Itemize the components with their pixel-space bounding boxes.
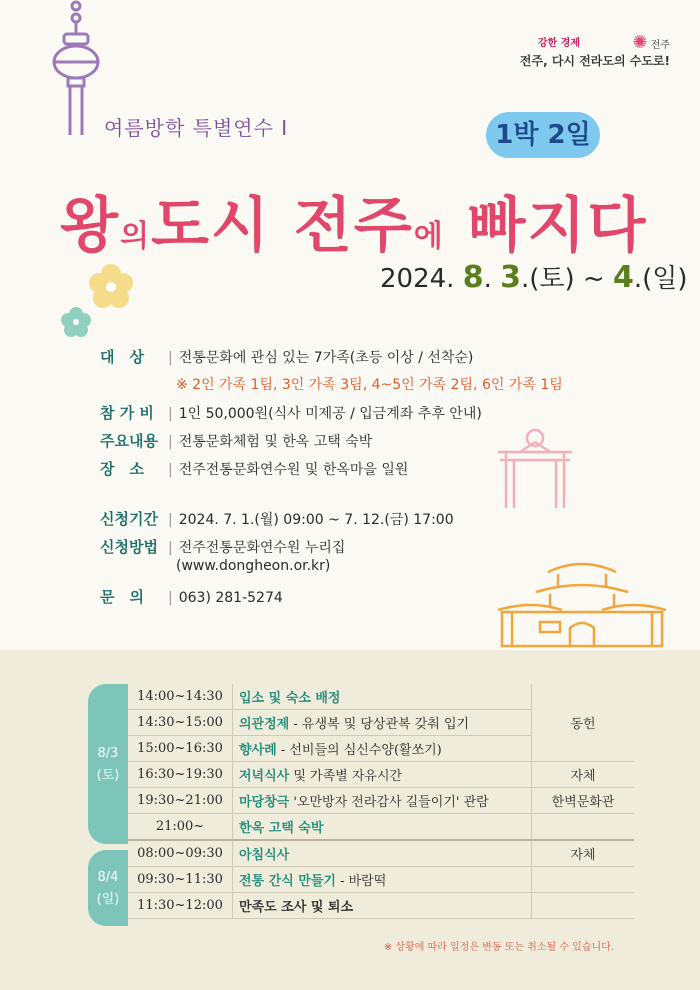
info-url: (www.dongheon.or.kr) — [176, 558, 331, 574]
table-row: 15:00~16:30 향사례 - 선비들의 심신수양(활쏘기) — [128, 736, 634, 762]
info-content: 주요내용 | 전통문화체험 및 한옥 고택 숙박 — [100, 432, 373, 450]
duration-badge: 1박 2일 — [486, 112, 600, 158]
event-date: 2024. 8. 3.(토) ~ 4.(일) — [380, 260, 688, 295]
table-row: 08:00~09:30 아침식사 자체 — [128, 840, 634, 867]
table-row: 09:30~11:30 전통 간식 만들기 - 바람떡 — [128, 867, 634, 893]
flower-icon: ✺ — [632, 32, 648, 53]
day2-label: 8/4 (일) — [88, 850, 128, 926]
event-title: 왕의도시 전주에 빠지다 — [60, 191, 648, 261]
day1-label: 8/3 (토) — [88, 684, 128, 844]
schedule-table — [88, 684, 636, 930]
flower-green-icon — [60, 306, 92, 338]
brand-tagline: 강한 경제 — [537, 38, 580, 49]
brand-slogan: 전주, 다시 전라도의 수도로! — [519, 54, 670, 68]
table-row: 16:30~19:30 저녁식사 및 가족별 자유시간 자체 — [128, 762, 634, 788]
event-subtitle: 여름방학 특별연수 I — [104, 116, 289, 140]
table-row: 11:30~12:00 만족도 조사 및 퇴소 — [128, 893, 634, 919]
info-place: 장 소 | 전주전통문화연수원 및 한옥마을 일원 — [100, 460, 409, 478]
table-row: 21:00~ 한옥 고택 숙박 — [128, 814, 634, 841]
table-row: 14:30~15:00 의관정제 - 유생복 및 당상관복 갖춰 입기 — [128, 710, 634, 736]
flower-yellow-icon — [86, 262, 136, 312]
info-fee: 참 가 비 | 1인 50,000원(식사 미제공 / 입금계좌 추후 안내) — [100, 404, 482, 422]
table-row: 14:00~14:30 입소 및 숙소 배정 동헌 — [128, 684, 634, 710]
jeonju-logo: ✺ 전주 — [632, 32, 670, 53]
info-target-note: ※ 2인 가족 1팀, 3인 가족 3팀, 4~5인 가족 2팀, 6인 가족 1팀 — [176, 377, 563, 393]
schedule-footnote: ※ 상황에 따라 일정은 변동 또는 취소될 수 있습니다. — [383, 942, 614, 953]
info-method: 신청방법 | 전주전통문화연수원 누리집 — [100, 538, 346, 556]
info-target: 대 상 | 전통문화에 관심 있는 7가족(초등 이상 / 선착순) — [100, 348, 474, 366]
tower-icon — [50, 0, 110, 140]
info-period: 신청기간 | 2024. 7. 1.(월) 09:00 ~ 7. 12.(금) 17:00 — [100, 510, 454, 528]
info-contact: 문 의 | 063) 281-5274 — [100, 588, 283, 606]
table-row: 19:30~21:00 마당창극 '오만방자 전라감사 길들이기' 관람 한벽문화관 — [128, 788, 634, 814]
palace-icon — [492, 552, 672, 652]
gate-icon — [490, 422, 580, 512]
schedule-grid — [128, 684, 634, 919]
